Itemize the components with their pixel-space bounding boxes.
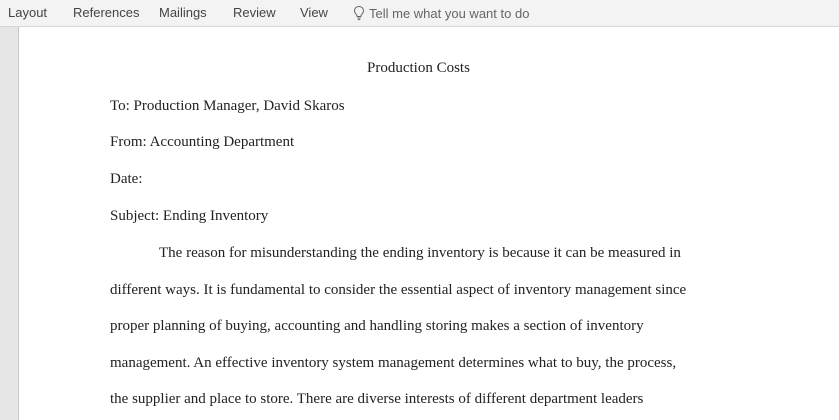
body-line-3: proper planning of buying, accounting and handling storing makes a section of inventory bbox=[110, 318, 644, 334]
tab-references[interactable]: References bbox=[73, 5, 140, 20]
lightbulb-icon bbox=[353, 5, 365, 21]
tell-me-search[interactable] bbox=[353, 5, 529, 21]
body-line-5: the supplier and place to store. There are diverse interests of different department leaders bbox=[110, 391, 644, 407]
ribbon-tab-bar bbox=[0, 0, 839, 27]
body-line-2: different ways. It is fundamental to consider the essential aspect of inventory management since bbox=[110, 282, 687, 298]
document-title: Production Costs bbox=[367, 60, 470, 76]
memo-to: To: Production Manager, David Skaros bbox=[110, 98, 345, 114]
body-line-4: management. An effective inventory system management determines what to buy, the process, bbox=[110, 355, 677, 371]
tab-mailings[interactable]: Mailings bbox=[159, 5, 207, 20]
body-line-1: The reason for misunderstanding the ending inventory is because it can be measured in bbox=[159, 245, 681, 261]
memo-date: Date: bbox=[110, 171, 143, 187]
tab-review[interactable]: Review bbox=[233, 5, 276, 20]
memo-subject: Subject: Ending Inventory bbox=[110, 208, 269, 224]
memo-from: From: Accounting Department bbox=[110, 134, 295, 150]
tab-view[interactable]: View bbox=[300, 5, 328, 20]
tab-layout[interactable]: Layout bbox=[8, 5, 48, 20]
tell-me-label: Tell me what you want to do bbox=[369, 6, 530, 21]
document-page[interactable] bbox=[18, 27, 839, 420]
